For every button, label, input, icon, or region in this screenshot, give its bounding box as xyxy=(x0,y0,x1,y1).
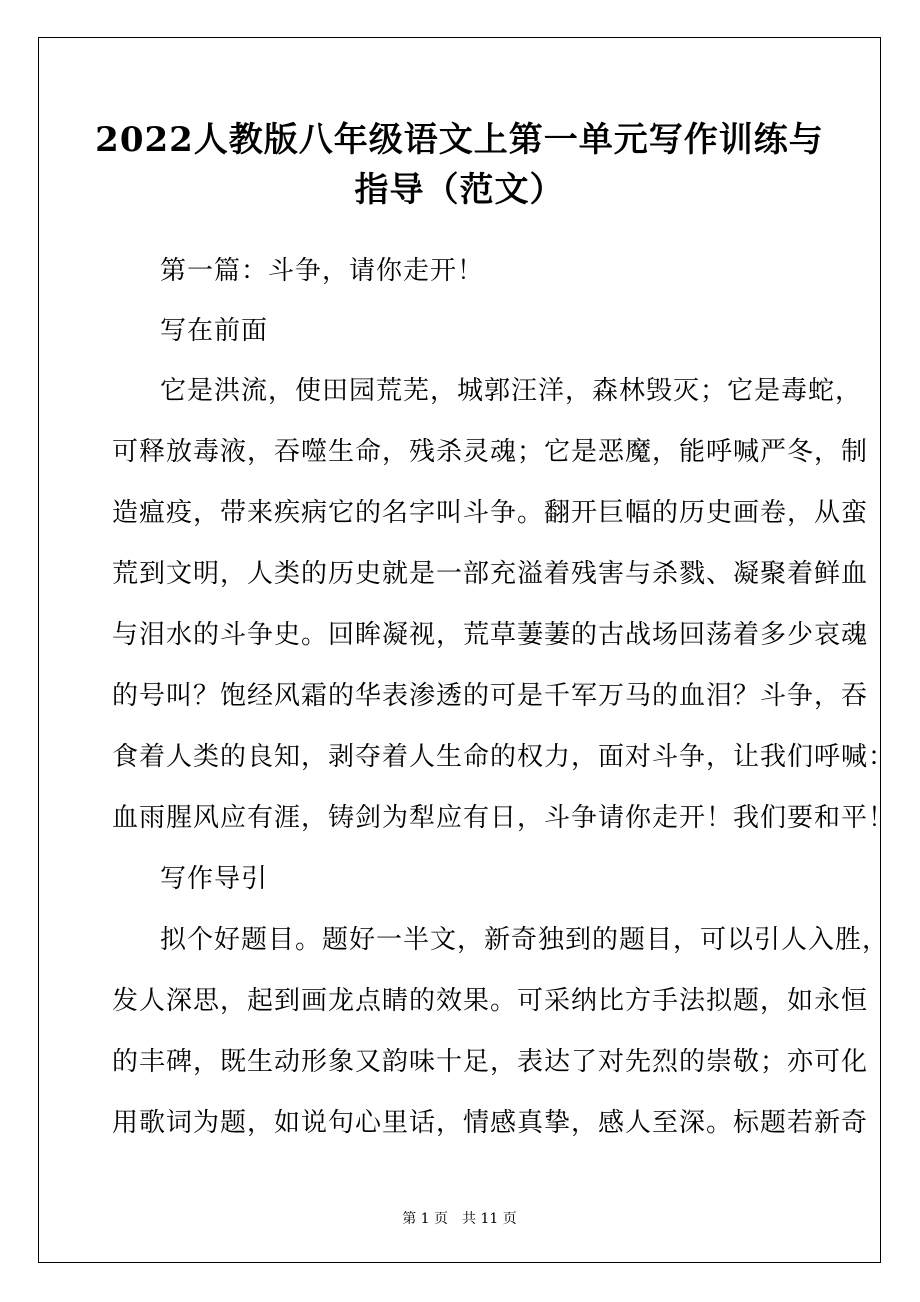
paragraph-line: 的丰碑，既生动形象又韵味十足，表达了对先烈的崇敬；亦可化 xyxy=(112,1047,869,1077)
paragraph-line: 发人深思，起到画龙点睛的效果。可采纳比方手法拟题，如永恒 xyxy=(112,986,869,1016)
paragraph-line: 食着人类的良知，剥夺着人生命的权力，面对斗争，让我们呼喊： xyxy=(112,742,896,772)
paragraph-line: 拟个好题目。题好一半文，新奇独到的题目，可以引人入胜， xyxy=(160,925,890,955)
paragraph-line: 与泪水的斗争史。回眸凝视，荒草萋萋的古战场回荡着多少哀魂 xyxy=(112,620,869,650)
paragraph-line: 的号叫？饱经风霜的华表渗透的可是千军万马的血泪？斗争，吞 xyxy=(112,681,869,711)
sub-heading-guide: 写作导引 xyxy=(160,864,269,894)
document-title-line-1: 2022人教版八年级语文上第一单元写作训练与 xyxy=(95,120,824,160)
paragraph-line: 它是洪流，使田园荒芜，城郭汪洋，森林毁灭；它是毒蛇， xyxy=(160,376,863,406)
paragraph-line: 可释放毒液，吞噬生命，残杀灵魂；它是恶魔，能呼喊严冬，制 xyxy=(112,437,869,467)
page-number-footer: 第 1 页 共 11 页 xyxy=(402,1211,517,1227)
paragraph-line: 造瘟疫，带来疾病它的名字叫斗争。翻开巨幅的历史画卷，从蛮 xyxy=(112,498,869,528)
paragraph-line: 血雨腥风应有涯，铸剑为犁应有日，斗争请你走开！我们要和平！ xyxy=(112,803,896,833)
document-title-line-2: 指导（范文） xyxy=(354,170,565,210)
paragraph-line: 荒到文明，人类的历史就是一部充溢着残害与杀戮、凝聚着鲜血 xyxy=(112,559,869,589)
paragraph-line: 用歌词为题，如说句心里话，情感真挚，感人至深。标题若新奇 xyxy=(112,1108,869,1138)
section-heading: 第一篇：斗争，请你走开！ xyxy=(160,256,485,286)
sub-heading-preface: 写在前面 xyxy=(160,316,269,346)
